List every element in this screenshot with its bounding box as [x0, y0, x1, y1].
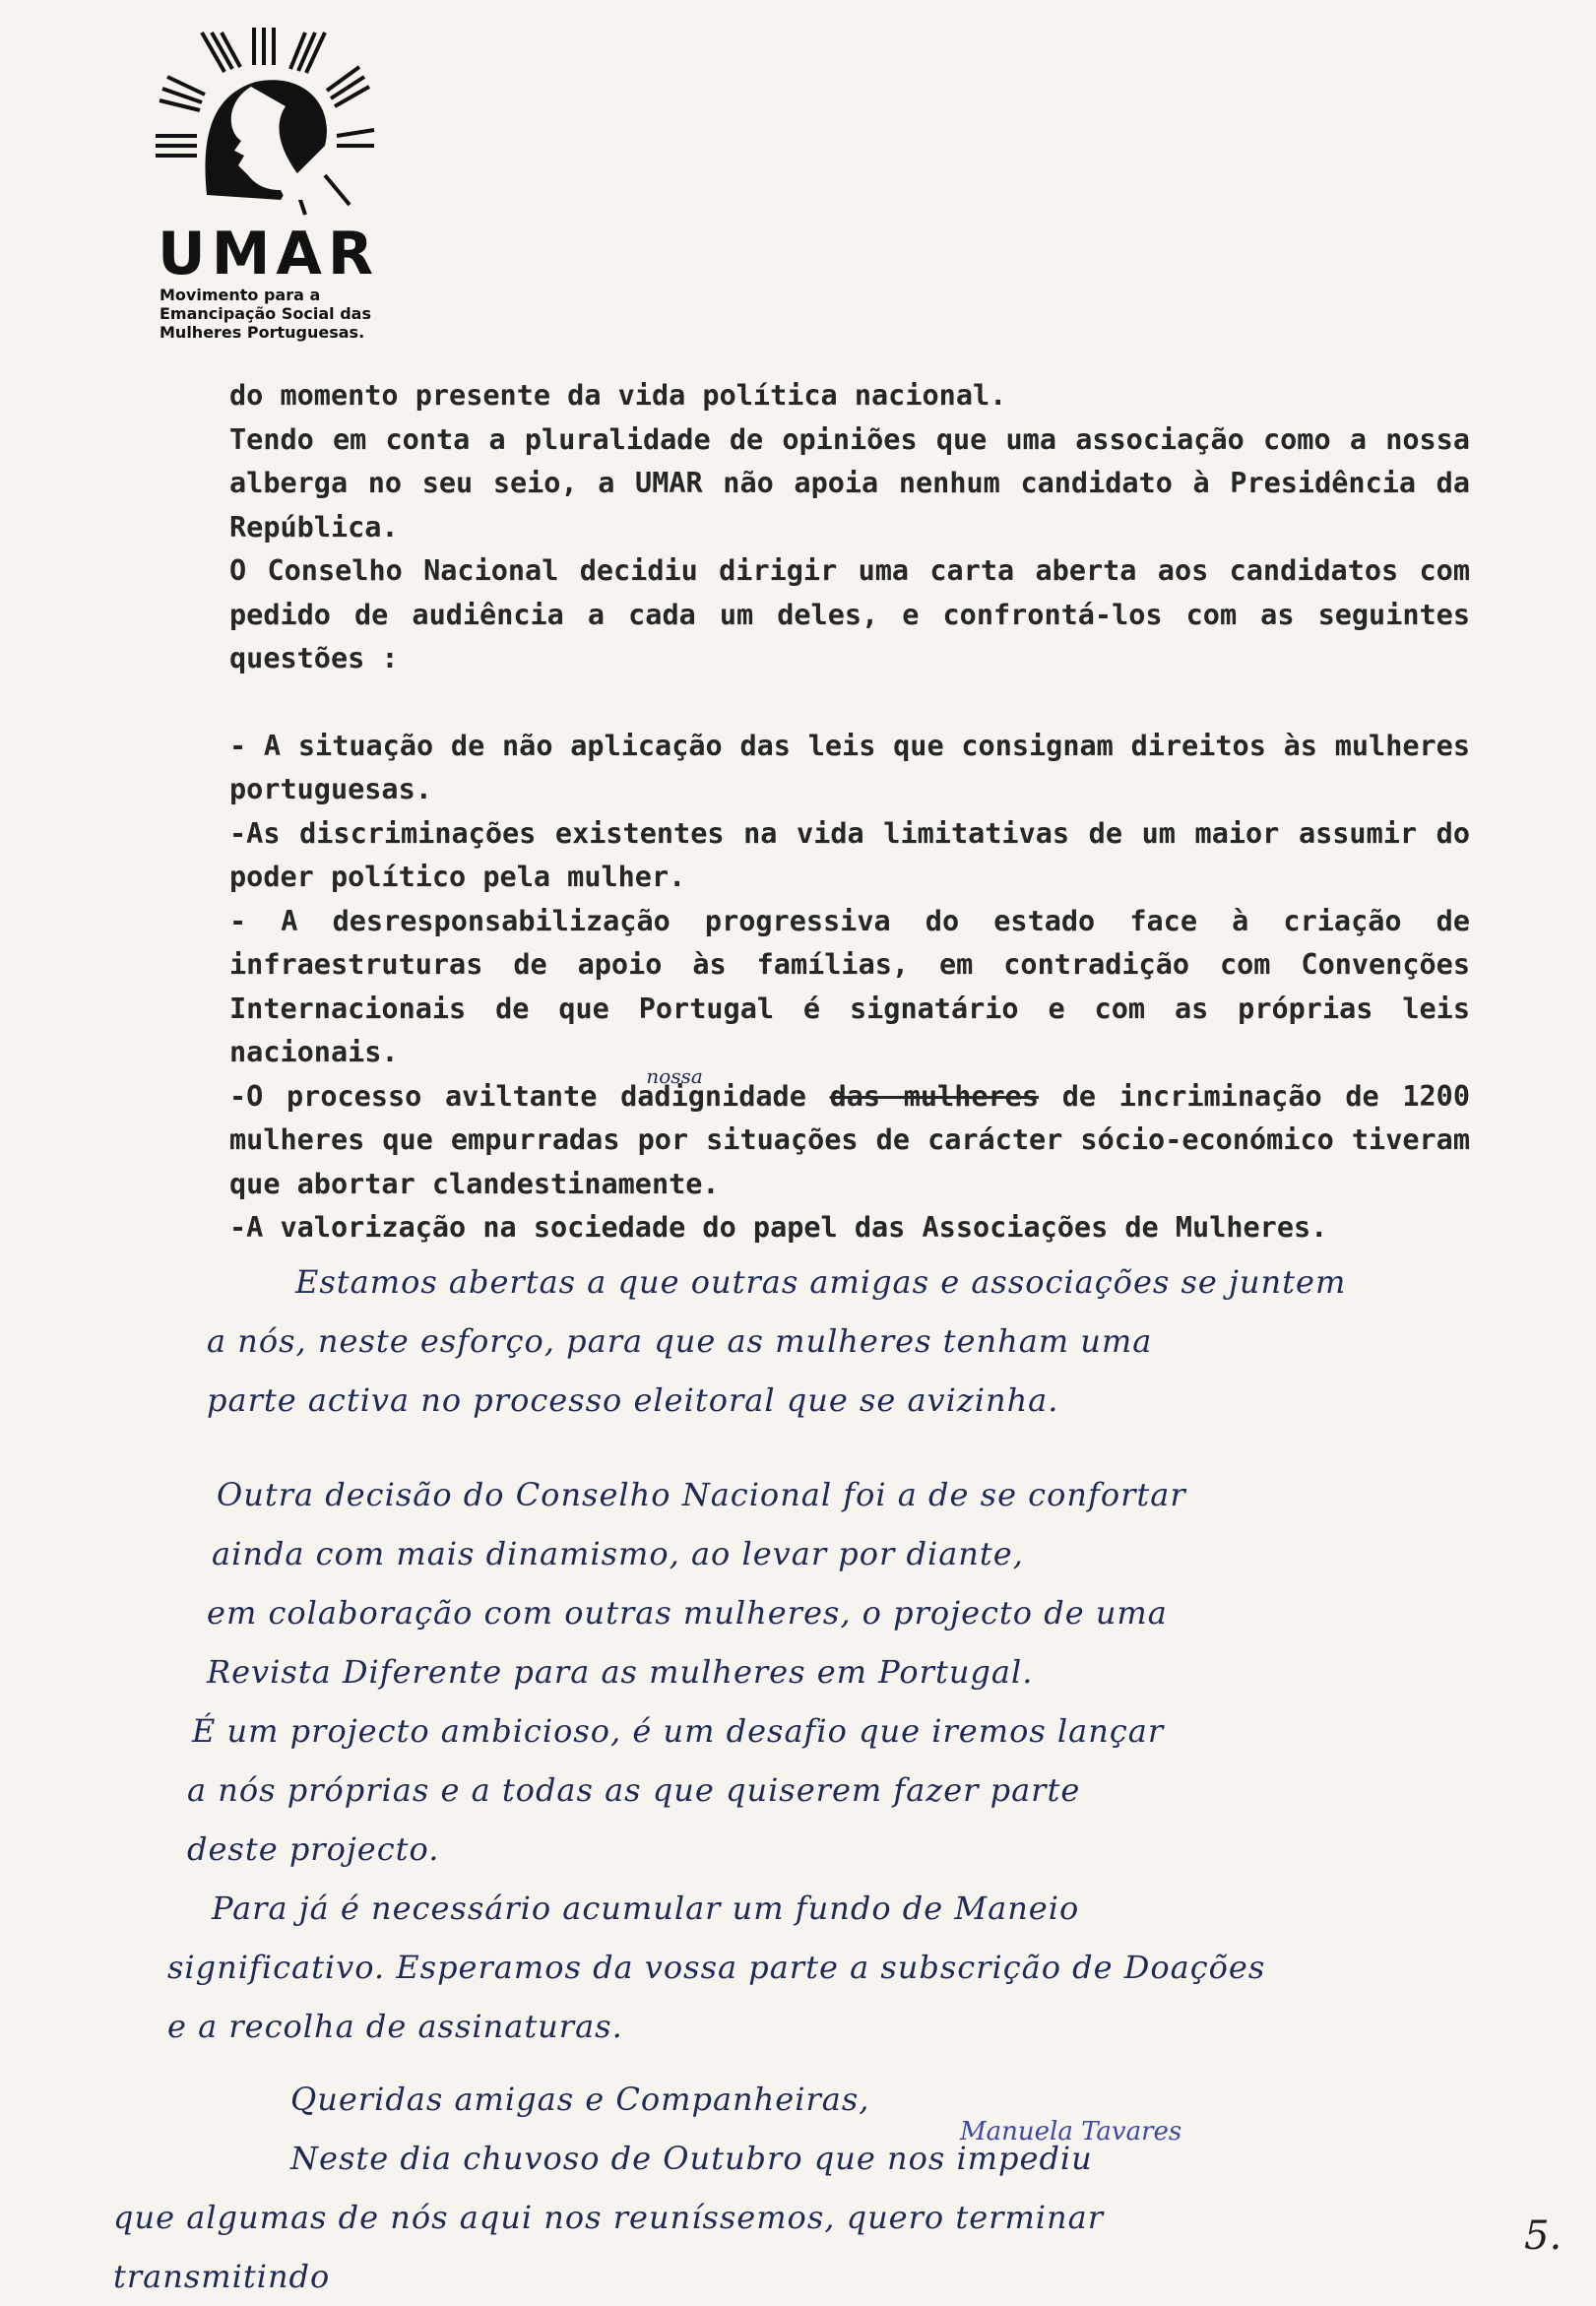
handwritten-line: Estamos abertas a que outras amigas e associações se juntem — [295, 1263, 1347, 1301]
typed-paragraph: do momento presente da vida política nacional. — [229, 379, 1007, 412]
logo-subtitle-line: Movimento para a — [160, 286, 321, 304]
handwritten-insertion: nossa — [646, 1063, 703, 1088]
handwritten-line: em colaboração com outras mulheres, o projecto de uma — [207, 1594, 1168, 1632]
typed-list-item-dignity — [229, 1063, 1470, 1207]
struck-text: das mulheres — [829, 1079, 1040, 1113]
handwritten-line: ainda com mais dinamismo, ao levar por diante, — [212, 1535, 1024, 1572]
handwritten-line: Neste dia chuvoso de Outubro que nos impediu — [290, 2140, 1093, 2177]
handwritten-line: parte activa no processo eleitoral que se avizinha. — [207, 1381, 1059, 1419]
page-number: 5. — [1524, 2213, 1563, 2259]
handwritten-line: Queridas amigas e Companheiras, — [290, 2081, 870, 2118]
handwritten-line: e a recolha de assinaturas. — [167, 2008, 623, 2045]
handwritten-line: a nós próprias e a todas as que quiserem fazer parte — [187, 1771, 1081, 1809]
typed-list-item: -As discriminações existentes na vida limitativas de um maior assumir do poder político pela mulher. — [229, 816, 1470, 893]
paragraph-gap — [167, 2056, 1565, 2070]
handwritten-line: É um projecto ambicioso, é um desafio que iremos lançar — [192, 1712, 1165, 1750]
logo-subtitle-line: Emancipação Social das — [160, 304, 371, 323]
logo-subtitle — [160, 286, 435, 342]
typed-letter-body — [229, 374, 1470, 1250]
handwritten-line: Outra decisão do Conselho Nacional foi a de se confortar — [217, 1476, 1186, 1513]
handwritten-line: Revista Diferente para as mulheres em Portugal. — [207, 1653, 1034, 1691]
dignity-word: dignidade — [654, 1079, 806, 1113]
logo-wordmark: UMAR — [158, 220, 380, 288]
typed-paragraph: O Conselho Nacional decidiu dirigir uma carta aberta aos candidatos com pedido de audiência a cada um deles, e confrontá-los com as seguintes questões : — [229, 554, 1470, 674]
handwritten-line: que algumas de nós aqui nos reuníssemos, quero terminar — [113, 2199, 1104, 2236]
umar-logo — [148, 28, 414, 342]
typed-list-item: -A valorização na sociedade do papel das Associações de Mulheres. — [229, 1211, 1328, 1244]
handwritten-line: significativo. Esperamos da vossa parte a subscrição de Doações — [167, 1949, 1266, 1986]
dignity-after: de incriminação de 1200 mulheres que empurradas por situações de carácter sócio-económico tiveram que abortar clandestinamente. — [229, 1079, 1470, 1200]
handwritten-line: Para já é necessário acumular um fundo de Maneio — [212, 1890, 1080, 1927]
handwritten-line: a nós, neste esforço, para que as mulheres tenham uma — [207, 1322, 1153, 1360]
typed-list-item: - A desresponsabilização progressiva do estado face à criação de infraestruturas de apoio às famílias, em contradição com Convenções Internacionais de que Portugal é signatário e com as próprias leis nacionais. — [229, 904, 1470, 1068]
typed-paragraph: Tendo em conta a pluralidade de opiniões que uma associação como a nossa alberga no seu seio, a UMAR não apoia nenhum candidato à Presidência da República. — [229, 422, 1470, 544]
dignity-before: -O processo aviltante da — [229, 1079, 655, 1113]
typed-list-item: - A situação de não aplicação das leis que consignam direitos às mulheres portuguesas. — [229, 729, 1470, 805]
handwritten-text — [113, 1252, 1565, 2306]
signature: Manuela Tavares — [960, 2117, 1182, 2146]
paragraph-gap — [167, 1430, 1565, 1465]
sun-face-logo-icon — [148, 28, 414, 224]
handwritten-line: transmitindo — [113, 2258, 331, 2295]
logo-subtitle-line: Mulheres Portuguesas. — [160, 323, 365, 342]
paragraph-gap — [229, 681, 1470, 725]
handwritten-line: deste projecto. — [187, 1830, 440, 1868]
